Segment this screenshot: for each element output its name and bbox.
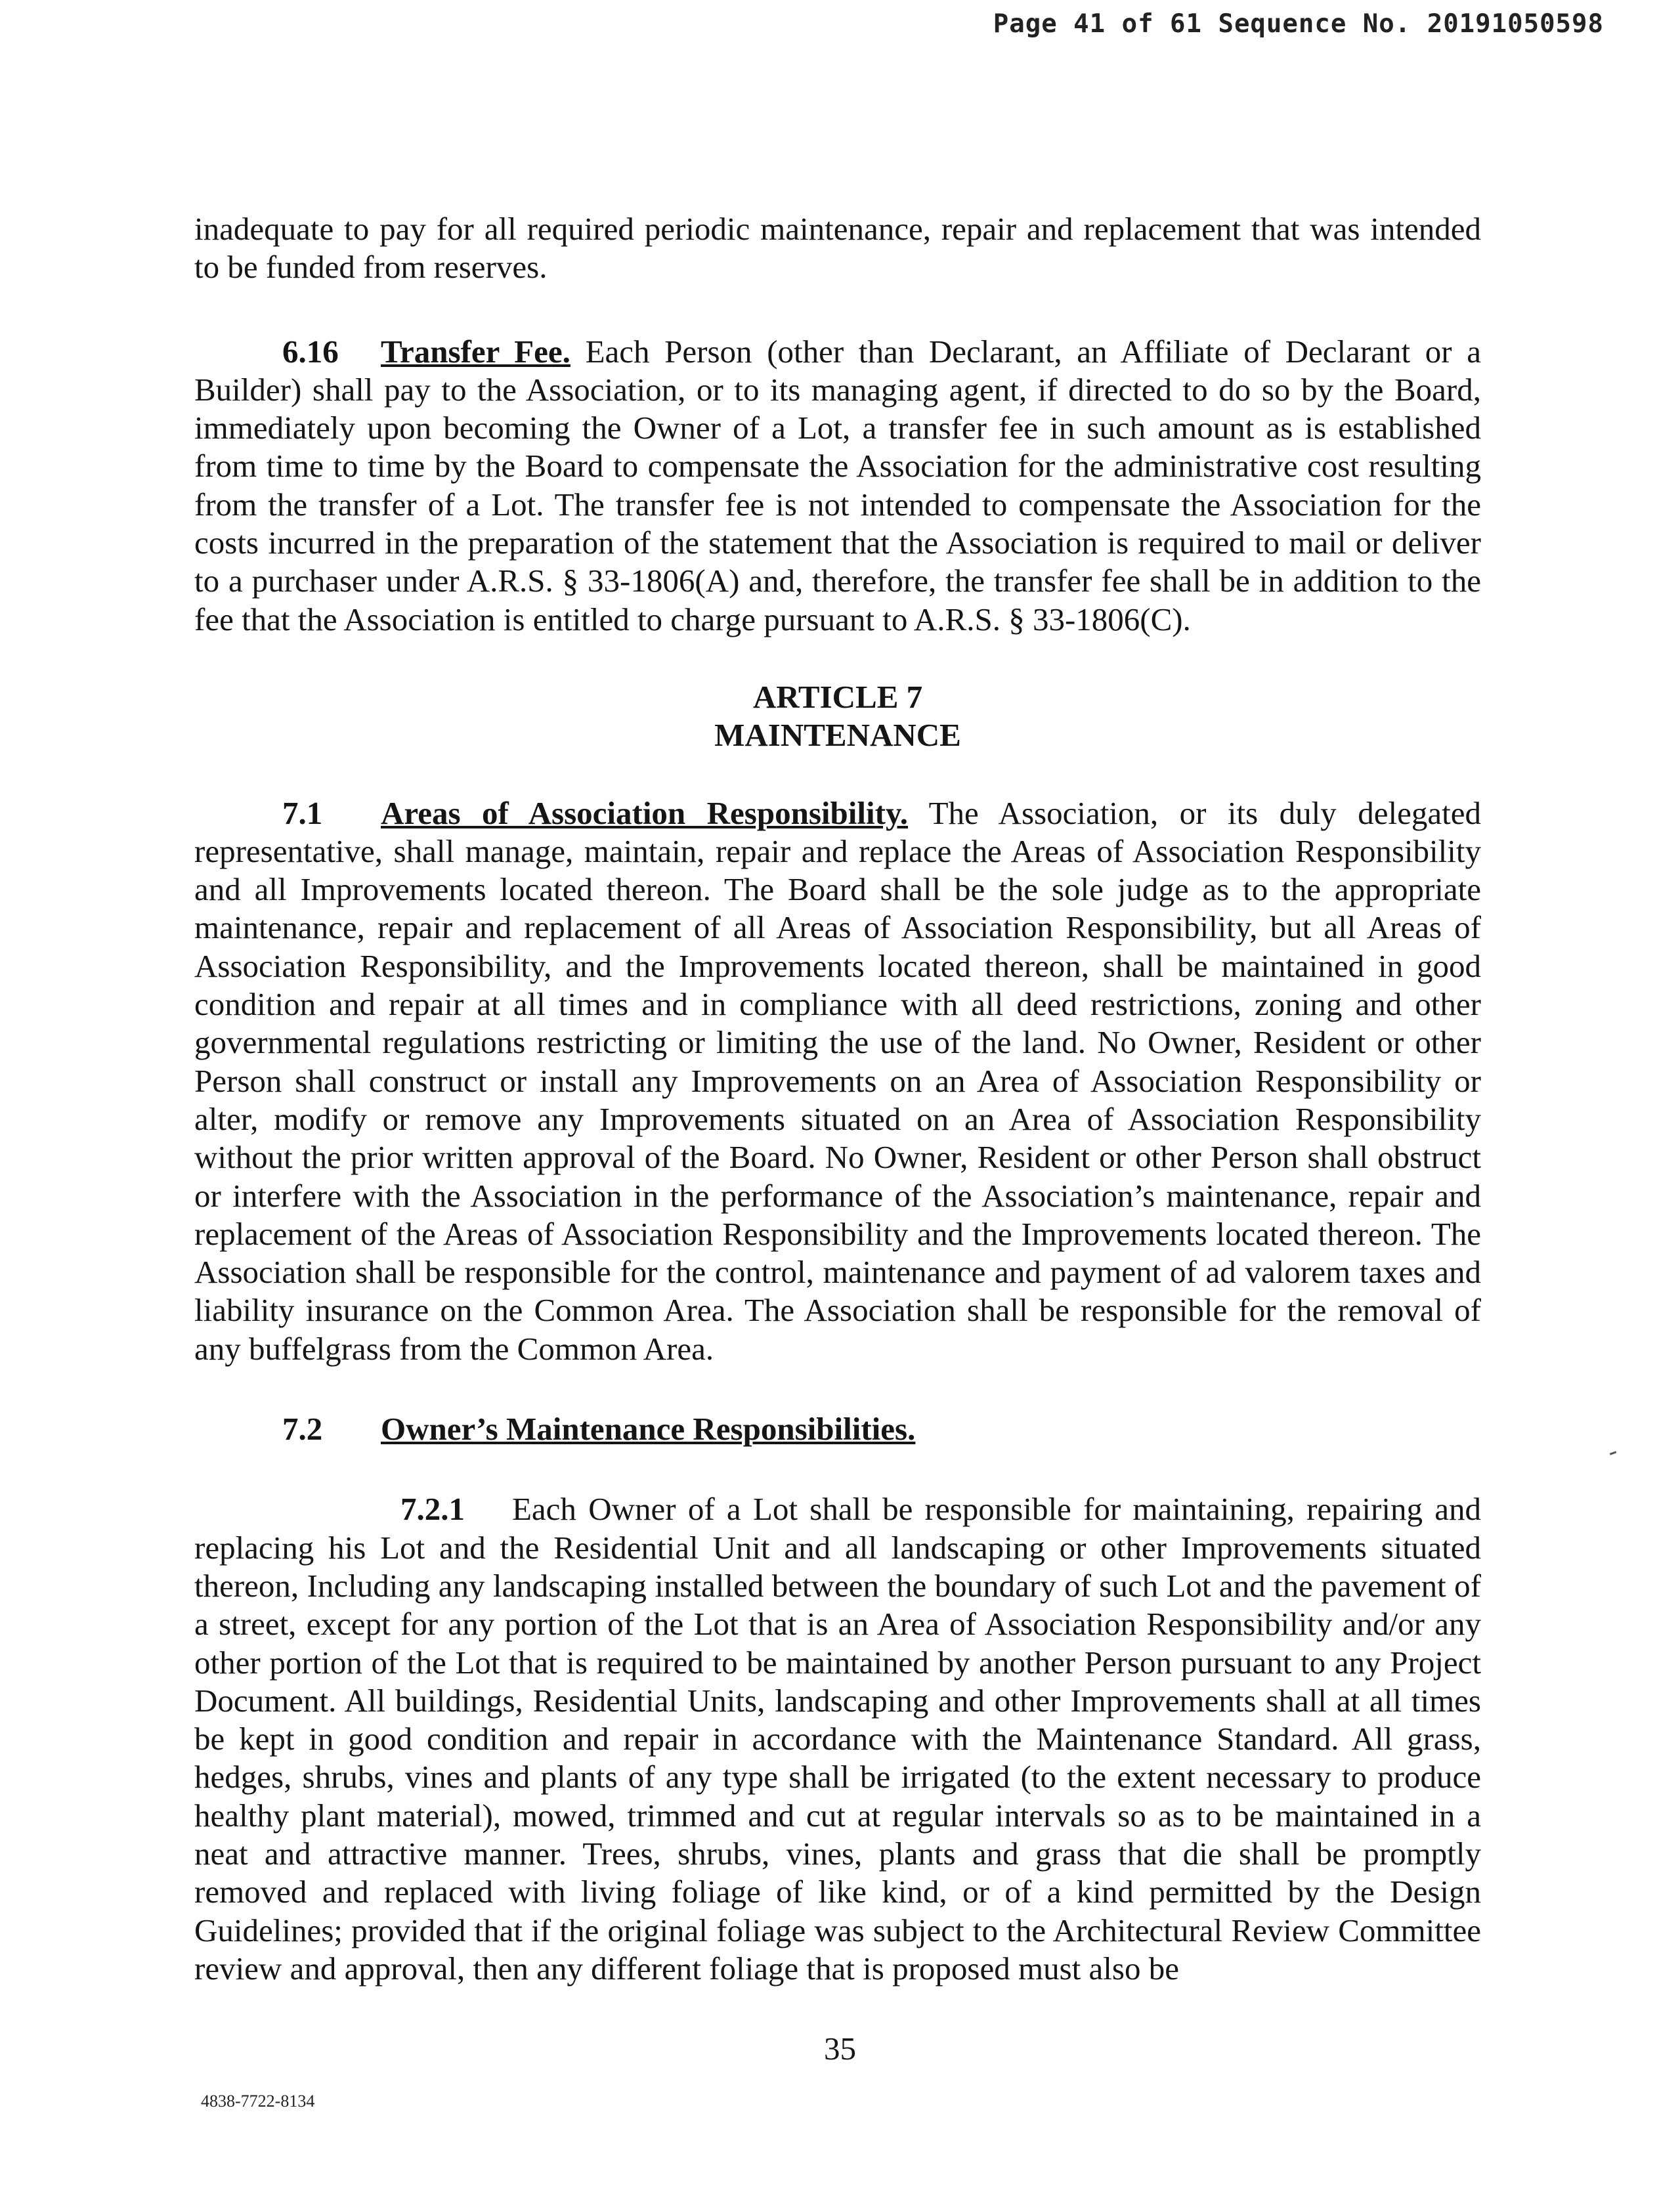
page-number: 35 [824,2031,856,2067]
section-7-2-1 [194,1490,1481,1988]
section-text: The Association, or its duly delegated representative, shall manage, maintain, repair and replace the Areas of Association Responsibility and all Improvements located thereon. The Board shall be the sole judge as to the appropriate maintenance, repair and replacement of all Areas of Association Responsibility, but all Areas of Association Responsibility, and the Improvements located thereon, shall be maintained in good condition and repair at all times and in compliance with all deed restrictions, zoning and other governmental regulations restricting or limiting the use of the land. No Owner, Resident or other Person shall construct or install any Improvements on an Area of Association Responsibility or alter, modify or remove any Improvements situated on an Area of Association Responsibility without the prior written approval of the Board. No Owner, Resident or other Person shall obstruct or interfere with the Association in the performance of the Association’s maintenance, repair and replacement of the Areas of Association Responsibility and the Improvements located thereon. The Association shall be responsible for the control, maintenance and payment of ad valorem taxes and liability insurance on the Common Area. The Association shall be responsible for the removal of any buffelgrass from the Common Area. [194,794,1481,1367]
section-6-16 [194,333,1481,639]
section-text: Each Owner of a Lot shall be responsible for maintaining, repairing and replacing his Lot and the Residential Unit and all landscaping or other Improvements situated thereon, Including any landscaping installed between the boundary of such Lot and the pavement of a street, except for any portion of the Lot that is an Area of Association Responsibility and/or any other portion of the Lot that is required to be maintained by another Person pursuant to any Project Document. All buildings, Residential Units, landscaping and other Improvements shall at all times be kept in good condition and repair in accordance with the Maintenance Standard. All grass, hedges, shrubs, vines and plants of any type shall be irrigated (to the extent necessary to produce healthy plant material), mowed, trimmed and cut at regular intervals so as to be maintained in a neat and attractive manner. Trees, shrubs, vines, plants and grass that die shall be promptly removed and replaced with living foliage of like kind, or of a kind permitted by the Design Guidelines; provided that if the original foliage was subject to the Architectural Review Committee review and approval, then any different foliage that is proposed must also be [194,1491,1481,1987]
section-number: 7.1 [282,794,323,831]
section-7-2 [194,1410,1481,1448]
document-id: 4838-7722-8134 [201,2092,315,2111]
section-text: Each Person (other than Declarant, an Affiliate of Declarant or a Builder) shall pay to the Association, or to its managing agent, if directed to do so by the Board, immediately upon becoming the Owner of a Lot, a transfer fee in such amount as is established from time to time by the Board to compensate the Association for the administrative cost resulting from the transfer of a Lot. The transfer fee is not intended to compensate the Association for the costs incurred in the preparation of the statement that the Association is required to mail or deliver to a purchaser under A.R.S. § 33-1806(A) and, therefore, the transfer fee shall be in addition to the fee that the Association is entitled to charge pursuant to A.R.S. § 33-1806(C). [194,333,1481,637]
section-heading: Owner’s Maintenance Responsibilities. [381,1411,916,1448]
section-heading: Transfer Fee. [381,333,571,370]
section-number: 7.2.1 [400,1491,465,1528]
page-header: Page 41 of 61 Sequence No. 20191050598 [993,9,1604,39]
section-7-1 [194,794,1481,1368]
document-body [194,210,1481,1988]
section-number: 7.2 [282,1411,323,1448]
section-number: 6.16 [282,333,339,370]
scan-mark [1610,1451,1616,1455]
section-heading: Areas of Association Responsibility. [381,794,909,831]
article-number: ARTICLE 7 [752,678,923,715]
intro-paragraph: inadequate to pay for all required periodic maintenance, repair and replacement that was intended to be funded from reserves. [194,211,1481,286]
article-title: MAINTENANCE [714,717,961,754]
